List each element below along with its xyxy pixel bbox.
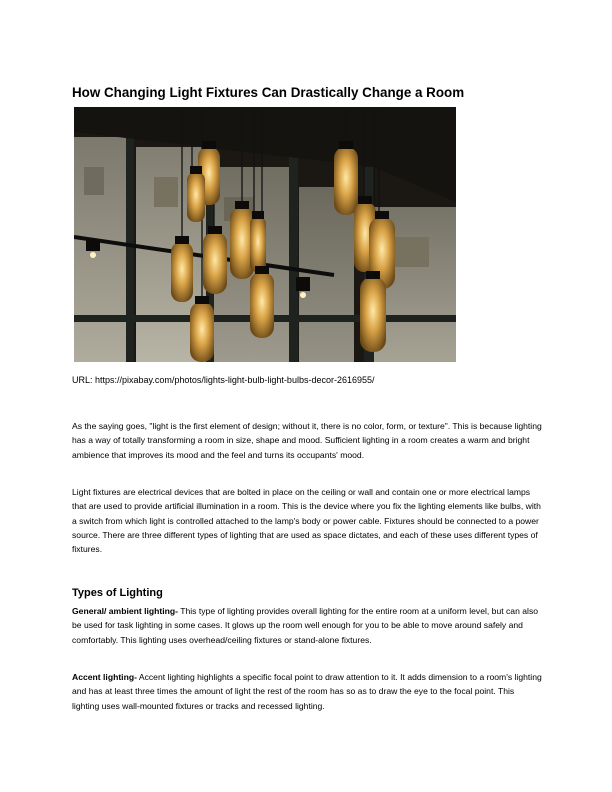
fixtures-paragraph: Light fixtures are electrical devices that are bolted in place on the ceiling or wall and contain one or more electrical lamps that are used to provide artificial illumination in a room. This is the device where you fix the lighting elements like bulbs, with a switch from which light is controlled attached to the lamp's body or power cable. Fixtures should be connected to a power source. There are three different types of lighting that are used as space dictates, and each of these uses different types of fixtures. (72, 487, 541, 555)
intro-paragraph: As the saying goes, "light is the first element of design; without it, there is no color, form, or texture". This is because lighting has a way of totally transforming a room in size, shape and mood. Sufficient lighting in a room creates a warm and bright ambience that improves its mood and the feel and turns its occupants' mood. (72, 421, 542, 460)
section-heading: Types of Lighting (72, 587, 163, 599)
hanging-bulbs-illustration (74, 107, 456, 362)
light-fixtures-photo (74, 107, 456, 362)
ambient-lighting-text: This type of lighting provides overall lighting for the entire room at a uniform level, but can also be used for task lighting in some cases. It glows up the room well enough for you to be able to move around safely and comfortably. This lighting uses overhead/ceiling fixtures or stand-alone fixtures. (72, 606, 539, 645)
image-source-url: URL: https://pixabay.com/photos/lights-light-bulb-light-bulbs-decor-2616955/ (72, 375, 375, 385)
page-title: How Changing Light Fixtures Can Drastically Change a Room (72, 85, 465, 100)
accent-lighting-paragraph (72, 670, 542, 713)
accent-lighting-lead: Accent lighting- (72, 672, 137, 682)
accent-lighting-text: Accent lighting highlights a specific focal point to draw attention to it. It adds dimension to a room's lighting and has at least three times the amount of light the rest of the room has so as to draw the eye to the focal point. This lighting uses wall-mounted fixtures or tracks and recessed lighting. (72, 672, 542, 711)
ambient-lighting-lead: General/ ambient lighting- (72, 606, 178, 616)
ambient-lighting-paragraph (72, 604, 542, 647)
